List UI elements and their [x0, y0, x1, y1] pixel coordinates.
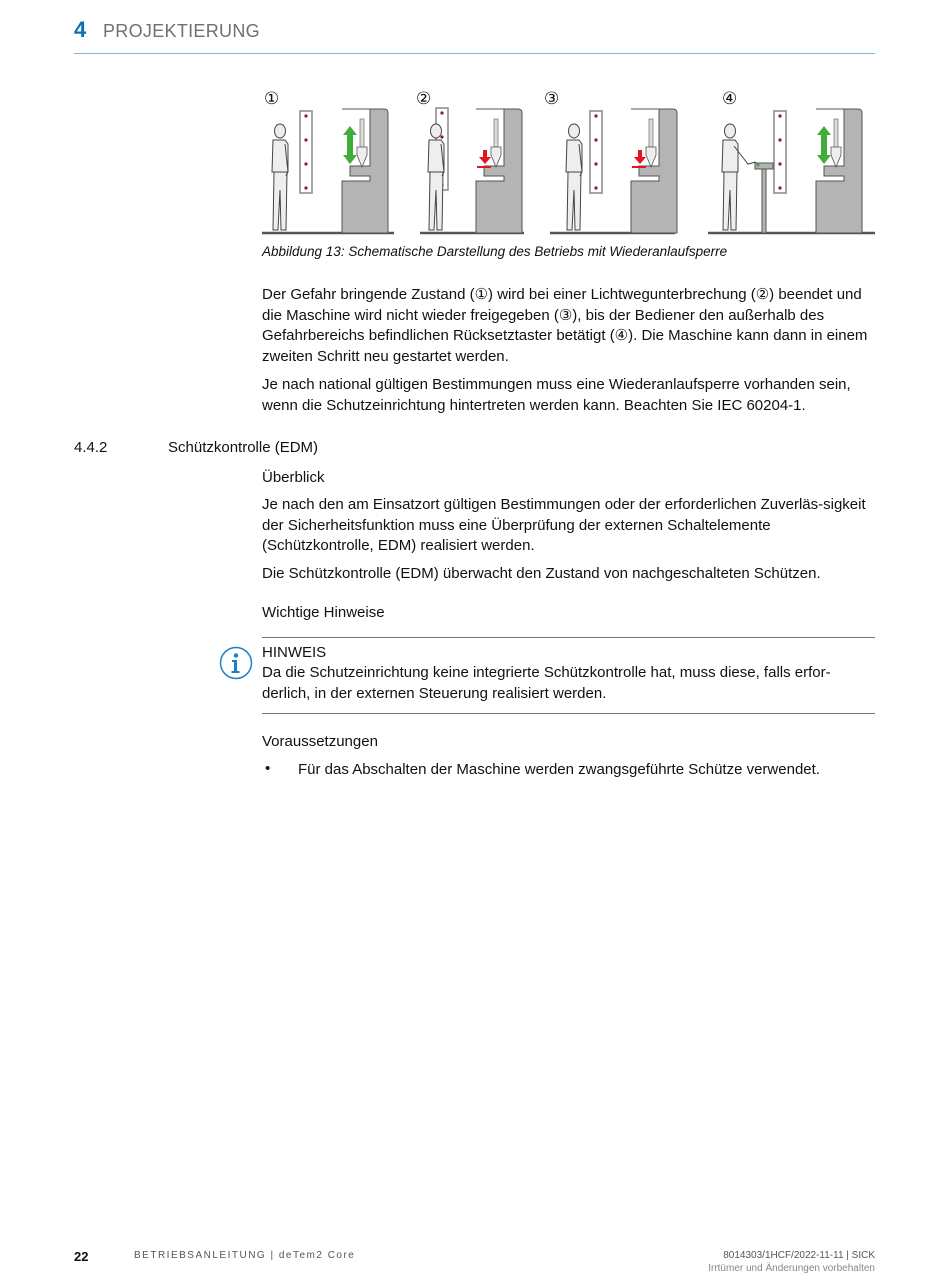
light-beam-dot — [594, 114, 597, 117]
restart-interlock-figure — [262, 86, 877, 238]
light-beam-dot — [440, 111, 443, 114]
person-head — [569, 124, 580, 138]
operator-person — [566, 124, 582, 230]
note-text: Da die Schutzeinrichtung keine integrierte Schützkontrolle hat, muss diese, falls erfor-derlich, in der externen Steuerung realisiert werden. — [262, 664, 831, 702]
operator-person — [722, 124, 756, 230]
subheading-prerequisites: Voraussetzungen — [262, 733, 378, 750]
light-beam-dot — [304, 186, 307, 189]
person-legs — [723, 172, 737, 230]
light-curtain — [300, 111, 312, 193]
light-beam-dot — [778, 186, 781, 189]
page-number: 22 — [74, 1249, 89, 1264]
person-torso — [722, 140, 738, 172]
footer-doc-title: BETRIEBSANLEITUNG | deTem2 Core — [134, 1250, 356, 1261]
console-post — [762, 169, 766, 233]
reset-button — [756, 163, 759, 166]
person-legs — [429, 172, 443, 230]
panel-number: ① — [264, 89, 280, 109]
note-title: HINWEIS — [262, 644, 327, 661]
figure-panel-2 — [416, 89, 524, 233]
panel-number: ④ — [722, 89, 738, 109]
list-item: Für das Abschalten der Maschine werden zwangsgeführte Schütze verwendet. — [298, 761, 820, 778]
body-paragraph: Der Gefahr bringende Zustand (①) wird bei einer Lichtwegunterbrechung (②) beendet und die Maschine wird nicht wieder freigegeben (③), bis der Bediener den außerhalb des Gefahrbereichs befindlichen Rücksetztaster betätigt (④). Die Maschine kann dann in einem zweiten Schritt neu gestartet werden. — [262, 286, 868, 365]
section-title: Schützkontrolle (EDM) — [168, 439, 319, 456]
chapter-title: PROJEKTIERUNG — [103, 21, 260, 41]
footer-reference: 8014303/1HCF/2022-11-11 | SICK — [723, 1250, 875, 1261]
chapter-number: 4 — [74, 17, 87, 42]
light-beam-dot — [594, 162, 597, 165]
light-beam-dot — [440, 135, 443, 138]
light-beam-dot — [594, 138, 597, 141]
body-paragraph: Je nach den am Einsatzort gültigen Bestimmungen oder der erforderlichen Zuverläs-sigkeit der Sicherheitsfunktion muss eine Überprüfung der externen Schaltelemente (Schützkontrolle, EDM) realisiert werden. — [262, 496, 866, 554]
light-curtain — [590, 111, 602, 193]
body-paragraph: Die Schützkontrolle (EDM) überwacht den Zustand von nachgeschalteten Schützen. — [262, 565, 821, 582]
person-legs — [567, 172, 581, 230]
person-head — [275, 124, 286, 138]
bullet: • — [265, 760, 271, 777]
person-torso — [272, 140, 288, 172]
figure-caption: Abbildung 13: Schematische Darstellung des Betriebs mit Wiederanlaufsperre — [262, 244, 728, 259]
header-rule — [74, 53, 875, 54]
person-torso — [566, 140, 582, 172]
figure-panel-4 — [708, 89, 875, 233]
machine — [476, 109, 522, 233]
light-beam-dot — [778, 138, 781, 141]
person-legs — [273, 172, 287, 230]
section-number: 4.4.2 — [74, 439, 108, 456]
panel-number: ③ — [544, 89, 560, 109]
subheading-notes: Wichtige Hinweise — [262, 604, 385, 621]
note-top-rule — [262, 637, 875, 638]
light-beam-dot — [304, 162, 307, 165]
drill-bit — [646, 147, 656, 167]
note-bottom-rule — [262, 713, 875, 714]
light-beam-dot — [594, 186, 597, 189]
red-down-arrow-icon — [479, 150, 491, 164]
stop-line — [477, 166, 491, 168]
drill-bit — [357, 147, 367, 167]
footer-disclaimer: Irrtümer und Änderungen vorbehalten — [708, 1263, 875, 1274]
green-double-arrow-icon — [343, 126, 357, 164]
subheading-overview: Überblick — [262, 469, 325, 486]
drill-spindle — [494, 119, 498, 147]
light-curtain — [774, 111, 786, 193]
drill-spindle — [360, 119, 364, 147]
drill-bit — [491, 147, 501, 167]
drill-spindle — [834, 119, 838, 147]
figure-panel-1 — [262, 89, 394, 233]
person-torso — [428, 140, 444, 172]
green-double-arrow-icon — [817, 126, 831, 164]
drill-spindle — [649, 119, 653, 147]
red-down-arrow-icon — [634, 150, 646, 164]
light-beam-dot — [304, 114, 307, 117]
light-beam-dot — [778, 162, 781, 165]
light-beam-dot — [304, 138, 307, 141]
panel-number: ② — [416, 89, 432, 109]
operator-person — [272, 124, 288, 230]
machine — [631, 109, 677, 233]
body-paragraph: Je nach national gültigen Bestimmungen muss eine Wiederanlaufsperre vorhanden sein, wenn die Schutzeinrichtung hintertreten werden kann. Beachten Sie IEC 60204-1. — [262, 376, 851, 414]
drill-bit — [831, 147, 841, 167]
figure-panel-3 — [544, 89, 677, 233]
light-beam-dot — [778, 114, 781, 117]
person-head — [431, 124, 442, 138]
person-head — [725, 124, 736, 138]
stop-line — [632, 166, 646, 168]
info-icon — [219, 646, 253, 680]
